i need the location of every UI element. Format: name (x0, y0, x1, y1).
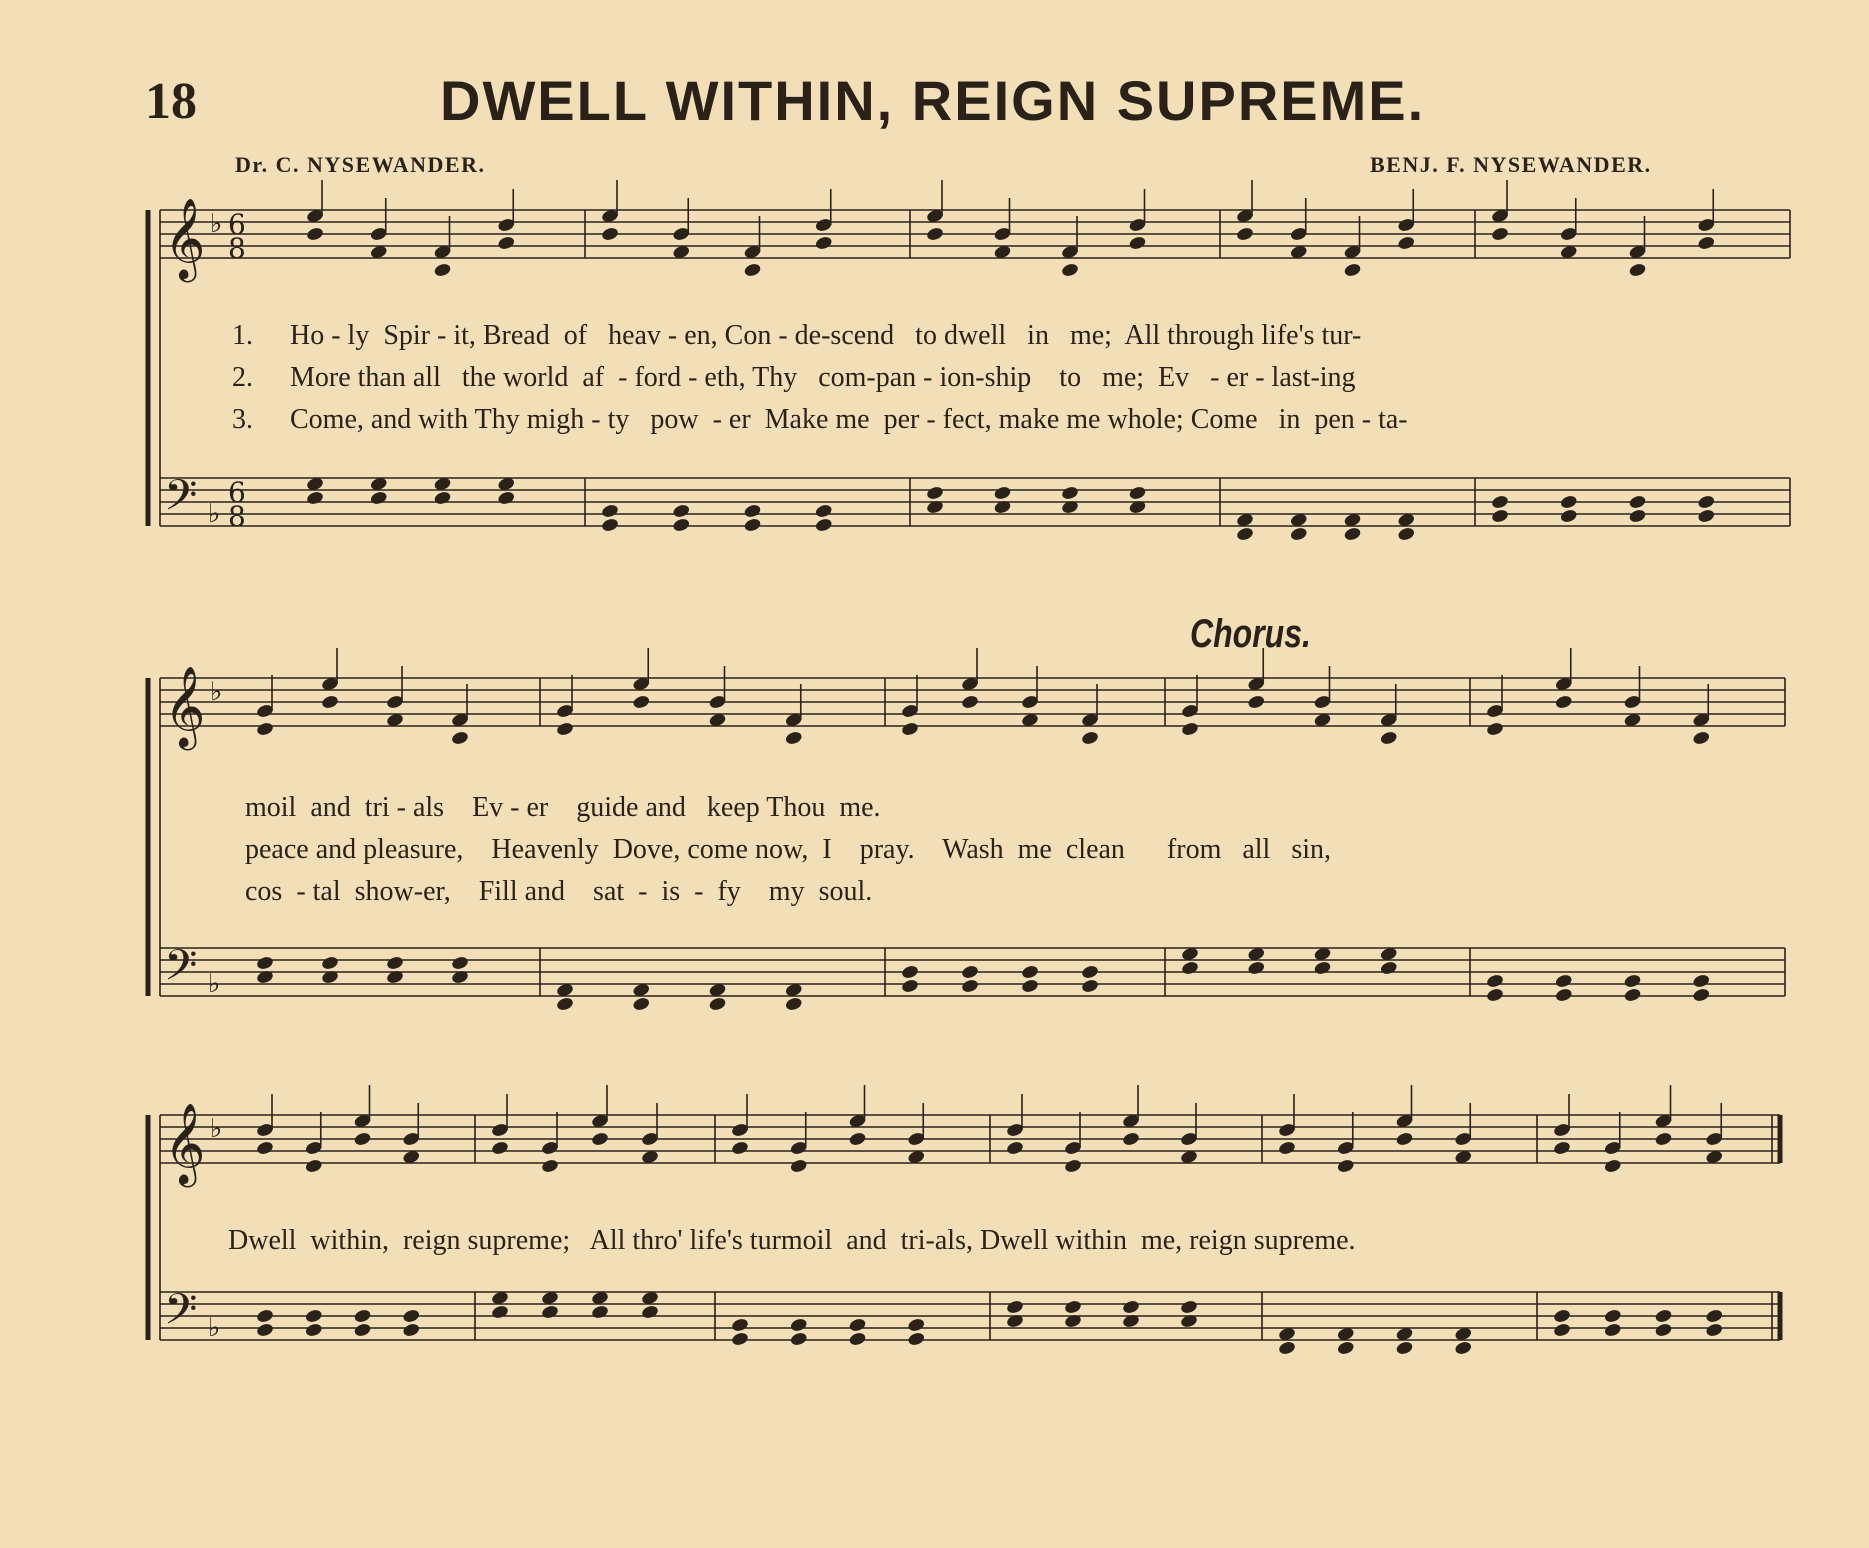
note-head (1697, 235, 1716, 251)
key-signature-flat: ♭ (208, 1313, 221, 1343)
time-signature-bottom: 8 (228, 500, 246, 533)
note-head (901, 721, 920, 737)
note-head (1289, 526, 1308, 542)
verse-3-line-2: cos - tal show-er, Fill and sat - is - fy my soul. (245, 876, 873, 907)
note-head (1397, 526, 1416, 542)
note-head (1064, 1158, 1083, 1174)
note-head (1395, 1340, 1414, 1356)
note-head (491, 1140, 510, 1156)
note-head (321, 694, 340, 710)
verse-text: Ho - ly Spir - it, Bread of heav - en, Con - de-scend to dwell in me; All through life's tur- (290, 320, 1362, 351)
note-head (961, 978, 980, 994)
note-head (1623, 973, 1642, 989)
note-head (1692, 730, 1711, 746)
note-head (743, 262, 762, 278)
note-head (926, 226, 945, 242)
hymn-title: DWELL WITHIN, REIGN SUPREME. (440, 69, 1426, 132)
note-head (1554, 987, 1573, 1003)
note-head (1181, 960, 1200, 976)
lyricist-credit: Dr. C. NYSEWANDER. (235, 152, 486, 177)
note-head (993, 485, 1012, 501)
note-head (1654, 1131, 1673, 1147)
note-head (1628, 494, 1647, 510)
note-head (1559, 508, 1578, 524)
note-head (1180, 1299, 1199, 1315)
note-head (814, 235, 833, 251)
note-head (789, 1331, 808, 1347)
key-signature-flat: ♭ (210, 1114, 223, 1144)
note-head (784, 996, 803, 1012)
note-head (814, 517, 833, 533)
treble-clef: 𝄞 (164, 197, 206, 279)
note-head (1654, 1308, 1673, 1324)
note-head (731, 1140, 750, 1156)
note-head (1397, 235, 1416, 251)
note-head (672, 503, 691, 519)
note-head (353, 1308, 372, 1324)
note-head (1122, 1299, 1141, 1315)
note-head (497, 490, 516, 506)
note-head (1379, 730, 1398, 746)
note-head (961, 964, 980, 980)
note-head (304, 1322, 323, 1338)
note-head (1705, 1308, 1724, 1324)
note-head (601, 517, 620, 533)
note-head (1628, 262, 1647, 278)
note-head (1553, 1308, 1572, 1324)
note-head (306, 226, 325, 242)
chorus-label: Chorus. (1190, 612, 1311, 656)
treble-clef: 𝄞 (164, 1102, 206, 1184)
note-head (304, 1158, 323, 1174)
note-head (672, 517, 691, 533)
note-head (433, 262, 452, 278)
treble-clef: 𝄞 (164, 665, 206, 747)
note-head (1061, 262, 1080, 278)
verse-text: Come, and with Thy migh - ty pow - er Make me per - fect, make me whole; Come in pen - ta- (290, 404, 1408, 435)
note-head (1705, 1322, 1724, 1338)
note-head (1081, 730, 1100, 746)
note-head (304, 1308, 323, 1324)
note-head (1697, 494, 1716, 510)
note-head (256, 955, 275, 971)
note-head (601, 226, 620, 242)
note-head (1313, 960, 1332, 976)
time-signature-top: 6 (228, 208, 246, 241)
note-head (1021, 978, 1040, 994)
note-head (433, 490, 452, 506)
note-head (901, 978, 920, 994)
note-head (497, 235, 516, 251)
note-head (1128, 235, 1147, 251)
note-head (1081, 964, 1100, 980)
note-head (1278, 1340, 1297, 1356)
note-head (556, 996, 575, 1012)
note-head (451, 955, 470, 971)
chorus-line: Dwell within, reign supreme; All thro' life's turmoil and tri-als, Dwell within me, reign supreme. (228, 1225, 1356, 1256)
key-signature-flat: ♭ (210, 677, 223, 707)
note-head (1247, 960, 1266, 976)
note-head (731, 1331, 750, 1347)
verse-1-line-1 (232, 320, 1361, 352)
note-head (814, 503, 833, 519)
note-head (961, 694, 980, 710)
note-head (1491, 508, 1510, 524)
note-head (256, 1322, 275, 1338)
verse-text: More than all the world af - ford - eth, Thy com-pan - ion-ship to me; Ev - er - last-ing (290, 362, 1356, 393)
note-head (353, 1131, 372, 1147)
note-head (1395, 1131, 1414, 1147)
note-head (1343, 526, 1362, 542)
note-head (1603, 1308, 1622, 1324)
composer-credit: BENJ. F. NYSEWANDER. (1370, 152, 1652, 177)
verse-number: 3. (232, 404, 253, 435)
note-head (1486, 973, 1505, 989)
note-head (353, 1322, 372, 1338)
note-head (1236, 226, 1255, 242)
bass-clef: 𝄢 (164, 471, 198, 531)
note-head (708, 996, 727, 1012)
note-head (402, 1308, 421, 1324)
note-head (731, 1317, 750, 1333)
note-head (1278, 1140, 1297, 1156)
note-head (789, 1158, 808, 1174)
note-head (1553, 1322, 1572, 1338)
note-head (789, 1317, 808, 1333)
note-head (926, 485, 945, 501)
note-head (907, 1331, 926, 1347)
note-head (601, 503, 620, 519)
note-head (848, 1331, 867, 1347)
note-head (1623, 987, 1642, 1003)
note-head (1553, 1140, 1572, 1156)
verse-2-line-2: peace and pleasure, Heavenly Dove, come now, I pray. Wash me clean from all sin, (245, 834, 1332, 865)
note-head (1603, 1322, 1622, 1338)
note-head (1081, 978, 1100, 994)
verse-number: 2. (232, 362, 253, 393)
note-head (1181, 721, 1200, 737)
note-head (632, 694, 651, 710)
note-head (256, 1140, 275, 1156)
note-head (1628, 508, 1647, 524)
note-head (1491, 226, 1510, 242)
note-head (1491, 494, 1510, 510)
note-head (541, 1158, 560, 1174)
note-head (369, 490, 388, 506)
note-head (848, 1131, 867, 1147)
key-signature-flat: ♭ (208, 969, 221, 999)
note-head (1554, 973, 1573, 989)
note-head (1061, 485, 1080, 501)
note-head (1486, 987, 1505, 1003)
note-head (321, 955, 340, 971)
note-head (1006, 1299, 1025, 1315)
note-head (1379, 960, 1398, 976)
note-head (784, 730, 803, 746)
note-head (306, 490, 325, 506)
note-head (1486, 721, 1505, 737)
note-head (1554, 694, 1573, 710)
verse-2-line-1 (232, 362, 1356, 394)
note-head (1064, 1299, 1083, 1315)
bass-clef: 𝄢 (164, 1285, 198, 1345)
note-head (556, 721, 575, 737)
note-head (632, 996, 651, 1012)
note-head (1247, 694, 1266, 710)
note-head (1336, 1340, 1355, 1356)
note-head (1128, 485, 1147, 501)
time-signature-bottom: 8 (228, 232, 246, 265)
note-head (848, 1317, 867, 1333)
note-head (743, 517, 762, 533)
note-head (402, 1322, 421, 1338)
note-head (491, 1304, 510, 1320)
verse-3-line-1 (232, 404, 1408, 436)
note-head (386, 955, 405, 971)
note-head (1343, 262, 1362, 278)
note-head (1603, 1158, 1622, 1174)
verse-1-line-2: moil and tri - als Ev - er guide and keep Thou me. (245, 792, 881, 823)
note-head (256, 721, 275, 737)
page-number: 18 (145, 73, 197, 130)
note-head (1021, 964, 1040, 980)
key-signature-flat: ♭ (210, 209, 223, 239)
note-head (641, 1304, 660, 1320)
note-head (591, 1304, 610, 1320)
note-head (1236, 526, 1255, 542)
time-signature-top: 6 (228, 476, 246, 509)
note-head (1122, 1131, 1141, 1147)
note-head (451, 730, 470, 746)
note-head (1454, 1340, 1473, 1356)
verse-number: 1. (232, 320, 253, 351)
note-head (1336, 1158, 1355, 1174)
bass-clef: 𝄢 (164, 941, 198, 1001)
note-head (1692, 973, 1711, 989)
note-head (901, 964, 920, 980)
note-head (1692, 987, 1711, 1003)
note-head (1654, 1322, 1673, 1338)
note-head (907, 1317, 926, 1333)
note-head (591, 1131, 610, 1147)
note-head (1697, 508, 1716, 524)
key-signature-flat: ♭ (208, 499, 221, 529)
note-head (1559, 494, 1578, 510)
note-head (541, 1304, 560, 1320)
note-head (743, 503, 762, 519)
note-head (256, 1308, 275, 1324)
note-head (1006, 1140, 1025, 1156)
